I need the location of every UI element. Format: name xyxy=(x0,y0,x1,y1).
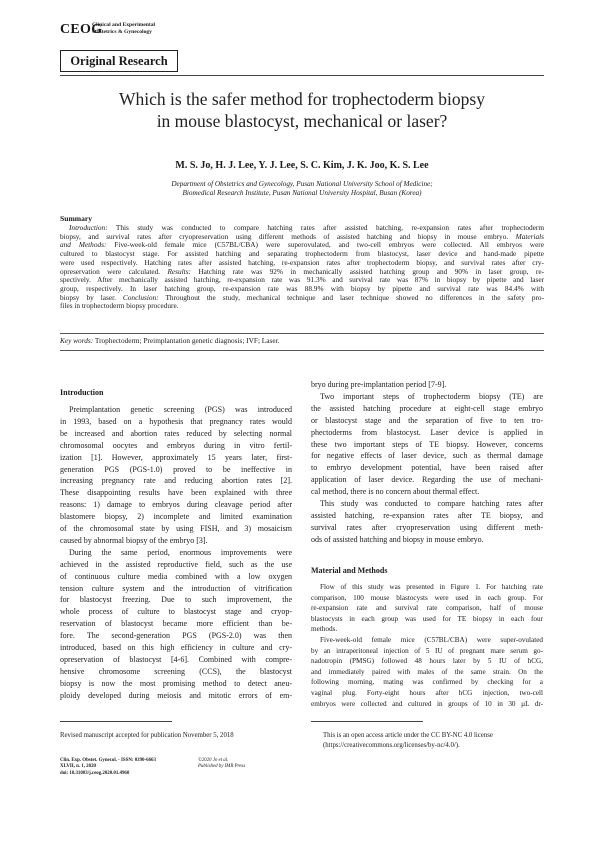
body-text-line: increasing pregnancy rate and reducing abortion rates [2]. xyxy=(60,476,292,486)
summary-line: were used respectively. Hatching rates after assisted hatching, re-expansion rates after trophectoderm biopsy, and survival rates after cry- xyxy=(60,257,544,267)
body-text-line: achieved in the assisted reproductive field, such as the use xyxy=(60,559,292,569)
body-text-line: biopsy is now the most promising method to detect aneu- xyxy=(60,678,292,688)
journal-abbreviation: CEOG xyxy=(60,22,103,37)
body-text-line: ods of assisted hatching and biopsy in mouse embryo. xyxy=(311,534,484,544)
keywords-text: Trophectoderm; Preimplantation genetic diagnosis; IVF; Laser. xyxy=(93,336,280,345)
volume-issue: XLVII, n. 1, 2020 xyxy=(60,764,96,770)
body-text-line: tension culture system and the introduction of vitrification xyxy=(60,583,292,593)
journal-name-line-2: Obstetrics & Gynecology xyxy=(92,28,152,35)
journal-issn: Clin. Exp. Obstet. Gynecol. - ISSN: 0390-6663 xyxy=(60,758,156,763)
publication-meta xyxy=(60,758,156,777)
body-text-line: fore. The second-generation PGS (PGS-2.0) was then xyxy=(60,631,292,641)
license-link[interactable]: (https://creativecommons.org/licenses/by-nc/4.0/). xyxy=(323,742,460,749)
body-text-line: or blastocyst stage and the separation of five to ten tro- xyxy=(311,415,543,425)
introduction-heading: Introduction xyxy=(60,388,104,397)
summary-line: group, respectively. In laser hatching group, re-expansion rate was 88.9% with biopsy by pipette and survival rate was 84.4% with xyxy=(60,283,544,293)
body-text-line: introduced, based on this high efficiency in culture and cry- xyxy=(60,643,292,652)
summary-line: files in trophectoderm biopsy procedure. xyxy=(60,301,179,311)
body-text-line: following morning, mating was confirmed by checking for a xyxy=(311,678,543,687)
summary-line: opreservation were calculated. Results: Hatching rate was 92% in mechanically assisted hatching group and 90% in laser group, re- xyxy=(60,266,544,276)
journal-full-name xyxy=(92,22,155,35)
body-text-line: blastomere biopsy, 2) incomplete and limited examination xyxy=(60,512,292,522)
publisher: Published by IMR Press xyxy=(198,764,246,770)
body-text-line: During the same period, enormous improvements were xyxy=(69,547,292,557)
body-text-line: re-expansion rate and survival rate comparison, half of mouse xyxy=(311,604,543,613)
body-text-line: ploidy developed during meiosis and mitotic errors of em- xyxy=(60,690,292,700)
body-text-line: these two important steps of TE biopsy. However, concerns xyxy=(311,439,543,449)
keywords-label: Key words: xyxy=(60,336,94,345)
body-text-line: blastocysts in each group was used for TE biopsy in each four xyxy=(311,614,543,623)
keywords-divider-top xyxy=(60,333,544,334)
body-text-line: Preimplantation genetic screening (PGS) was introduced xyxy=(69,405,292,414)
body-text-line: This study was conducted to compare hatching rates after xyxy=(320,499,543,508)
body-text-line: for blastocyst freezing. Due to such improvement, the xyxy=(60,595,292,605)
affiliation-line-1: Department of Obstetrics and Gynecology, Pusan National University School of Medicine; xyxy=(171,180,433,188)
summary-heading: Summary xyxy=(60,214,93,223)
keywords-divider-bottom xyxy=(60,350,544,351)
body-text-line: Two important steps of trophectoderm biopsy (TE) are xyxy=(320,391,543,401)
body-text-line: reservation of blastocyst became more efficient than be- xyxy=(60,619,292,629)
body-text-line: methods. xyxy=(311,625,338,634)
body-text-line: phectoderms from blastocyst. Laser device is applied in xyxy=(311,427,543,437)
footnote-divider-left xyxy=(60,721,172,722)
body-text-line: caused by abnormal biopsy of the embryo [3]. xyxy=(60,535,208,545)
revised-manuscript-note: Revised manuscript accepted for publication November 5, 2018 xyxy=(60,732,234,739)
methods-heading: Material and Methods xyxy=(311,566,388,575)
body-text-line: in 1993, based on a hypothesis that pregnancy rates would xyxy=(60,416,292,426)
body-text-line: to embryo development potential, have been raised after xyxy=(311,463,543,473)
body-text-line: by an intraperitoneal injection of 5 IU of pregnant mare serum go- xyxy=(311,646,543,655)
summary-line: spectively. After mechanically assisted hatching, re-expansion rate was 91.3% and survival rate was 87% in biopsy by pipette and laser xyxy=(60,275,544,285)
article-title-line-2: in mouse blastocyst, mechanical or laser? xyxy=(156,111,448,131)
body-text-line: whole process of culture to blastocyst stage and cryop- xyxy=(60,607,292,617)
open-access-note: This is an open access article under the CC BY-NC 4.0 license xyxy=(323,732,493,739)
keywords-line xyxy=(60,336,279,345)
body-text-line: Five-week-old female mice (C57BL/CBA) were super-ovulated xyxy=(320,636,543,644)
summary-line: biopsy, and survival rates after cryopreservation using different methods of assisted hatching and biopsy in mouse embryo. Materials xyxy=(60,231,544,241)
copyright-block xyxy=(198,758,245,771)
body-text-line: generation PGS (PGS-1.0) proved to be ineffective in xyxy=(60,464,292,474)
body-text-line: application of laser device. Regarding the use of mechani- xyxy=(311,475,543,485)
body-text-line: for negative effects of laser device, such as thermal damage xyxy=(311,451,543,461)
doi[interactable]: doi: 10.31083/j.ceog.2020.01.4960 xyxy=(60,770,130,776)
body-text-line: These disappointing results have been explained with three xyxy=(60,488,292,498)
body-text-line: vaginal plug. Forty-eight hours after hCG injection, two-cell xyxy=(311,689,543,697)
body-text-line: the assisted hatching procedure at eight-cell stage embryo xyxy=(311,403,543,413)
body-text-line: chromosomal oocytes and embryos during in vitro fertil- xyxy=(60,440,292,450)
body-text-line: hensive chromosome screening (CCS), the blastocyst xyxy=(60,666,292,676)
author-list: M. S. Jo, H. J. Lee, Y. J. Lee, S. C. Kim, J. K. Joo, K. S. Lee xyxy=(175,160,429,171)
body-text-line: ization [1]. However, approximately 15 years later, first- xyxy=(60,452,292,462)
copyright-holder: ©2020 Jo et al. xyxy=(198,758,229,763)
summary-line: Introduction: This study was conducted to compare hatching rates after assisted hatching, re-expansion rates after trophectoderm xyxy=(69,223,544,232)
header-divider xyxy=(60,75,544,76)
affiliation-line-2: Biomedical Research Institute, Pusan National University Hospital, Busan (Korea) xyxy=(182,189,422,197)
body-text-line: and immediately paired with males of the same strain. On the xyxy=(311,667,543,676)
body-text-line: Flow of this study was presented in Figure 1. For hatching rate xyxy=(320,583,543,591)
summary-line: biopsy by laser. Conclusion: Throughout the study, mechanical technique and laser technique showed no differences in the safety pro- xyxy=(60,292,544,302)
article-title-line-1: Which is the safer method for trophectoderm biopsy xyxy=(119,89,485,109)
body-text-line: survival rates after cryopreservation using different meth- xyxy=(311,522,543,532)
body-text-line: reasons: 1) damage to embryos during cleavage period after xyxy=(60,500,292,510)
body-text-line: be increased and abortion rates reduced by selecting normal xyxy=(60,428,292,438)
body-text-line: opreservation of blastocyst [4-6]. Combined with compre- xyxy=(60,654,292,664)
journal-name-line-1: Clinical and Experimental xyxy=(92,22,156,28)
footnote-divider-right xyxy=(311,721,423,722)
summary-line: and Methods: Five-week-old female mice (C57BL/CBA) were superovulated, and two-cell embryos were collected. All embryos were xyxy=(60,240,544,250)
body-text-line: embryos were collected and cultured in groups of 10 in 30 µL dr- xyxy=(311,699,543,708)
body-text-line: comparison, 100 mouse blastocysts were used in each group. For xyxy=(311,593,543,602)
article-type-label: Original Research xyxy=(60,50,178,72)
body-text-line: assisted hatching, re-expansion rates after TE biopsy, and xyxy=(311,510,543,520)
summary-line: cultured to blastocyst stage. For assisted hatching and separating trophectoderm from blastocyst, laser device and hand-made pipette xyxy=(60,249,544,259)
body-text-line: of continuous culture media combined with a low oxygen xyxy=(60,571,292,581)
body-text-line: nadotropin (PMSG) followed 48 hours later by 5 IU of hCG, xyxy=(311,657,543,666)
body-text-line: bryo during pre-implantation period [7-9]. xyxy=(311,380,447,389)
body-text-line: of the chromosomal state by using FISH, and 3) mosaicism xyxy=(60,524,292,533)
body-text-line: cal method, there is no concern about thermal effect. xyxy=(311,487,480,497)
